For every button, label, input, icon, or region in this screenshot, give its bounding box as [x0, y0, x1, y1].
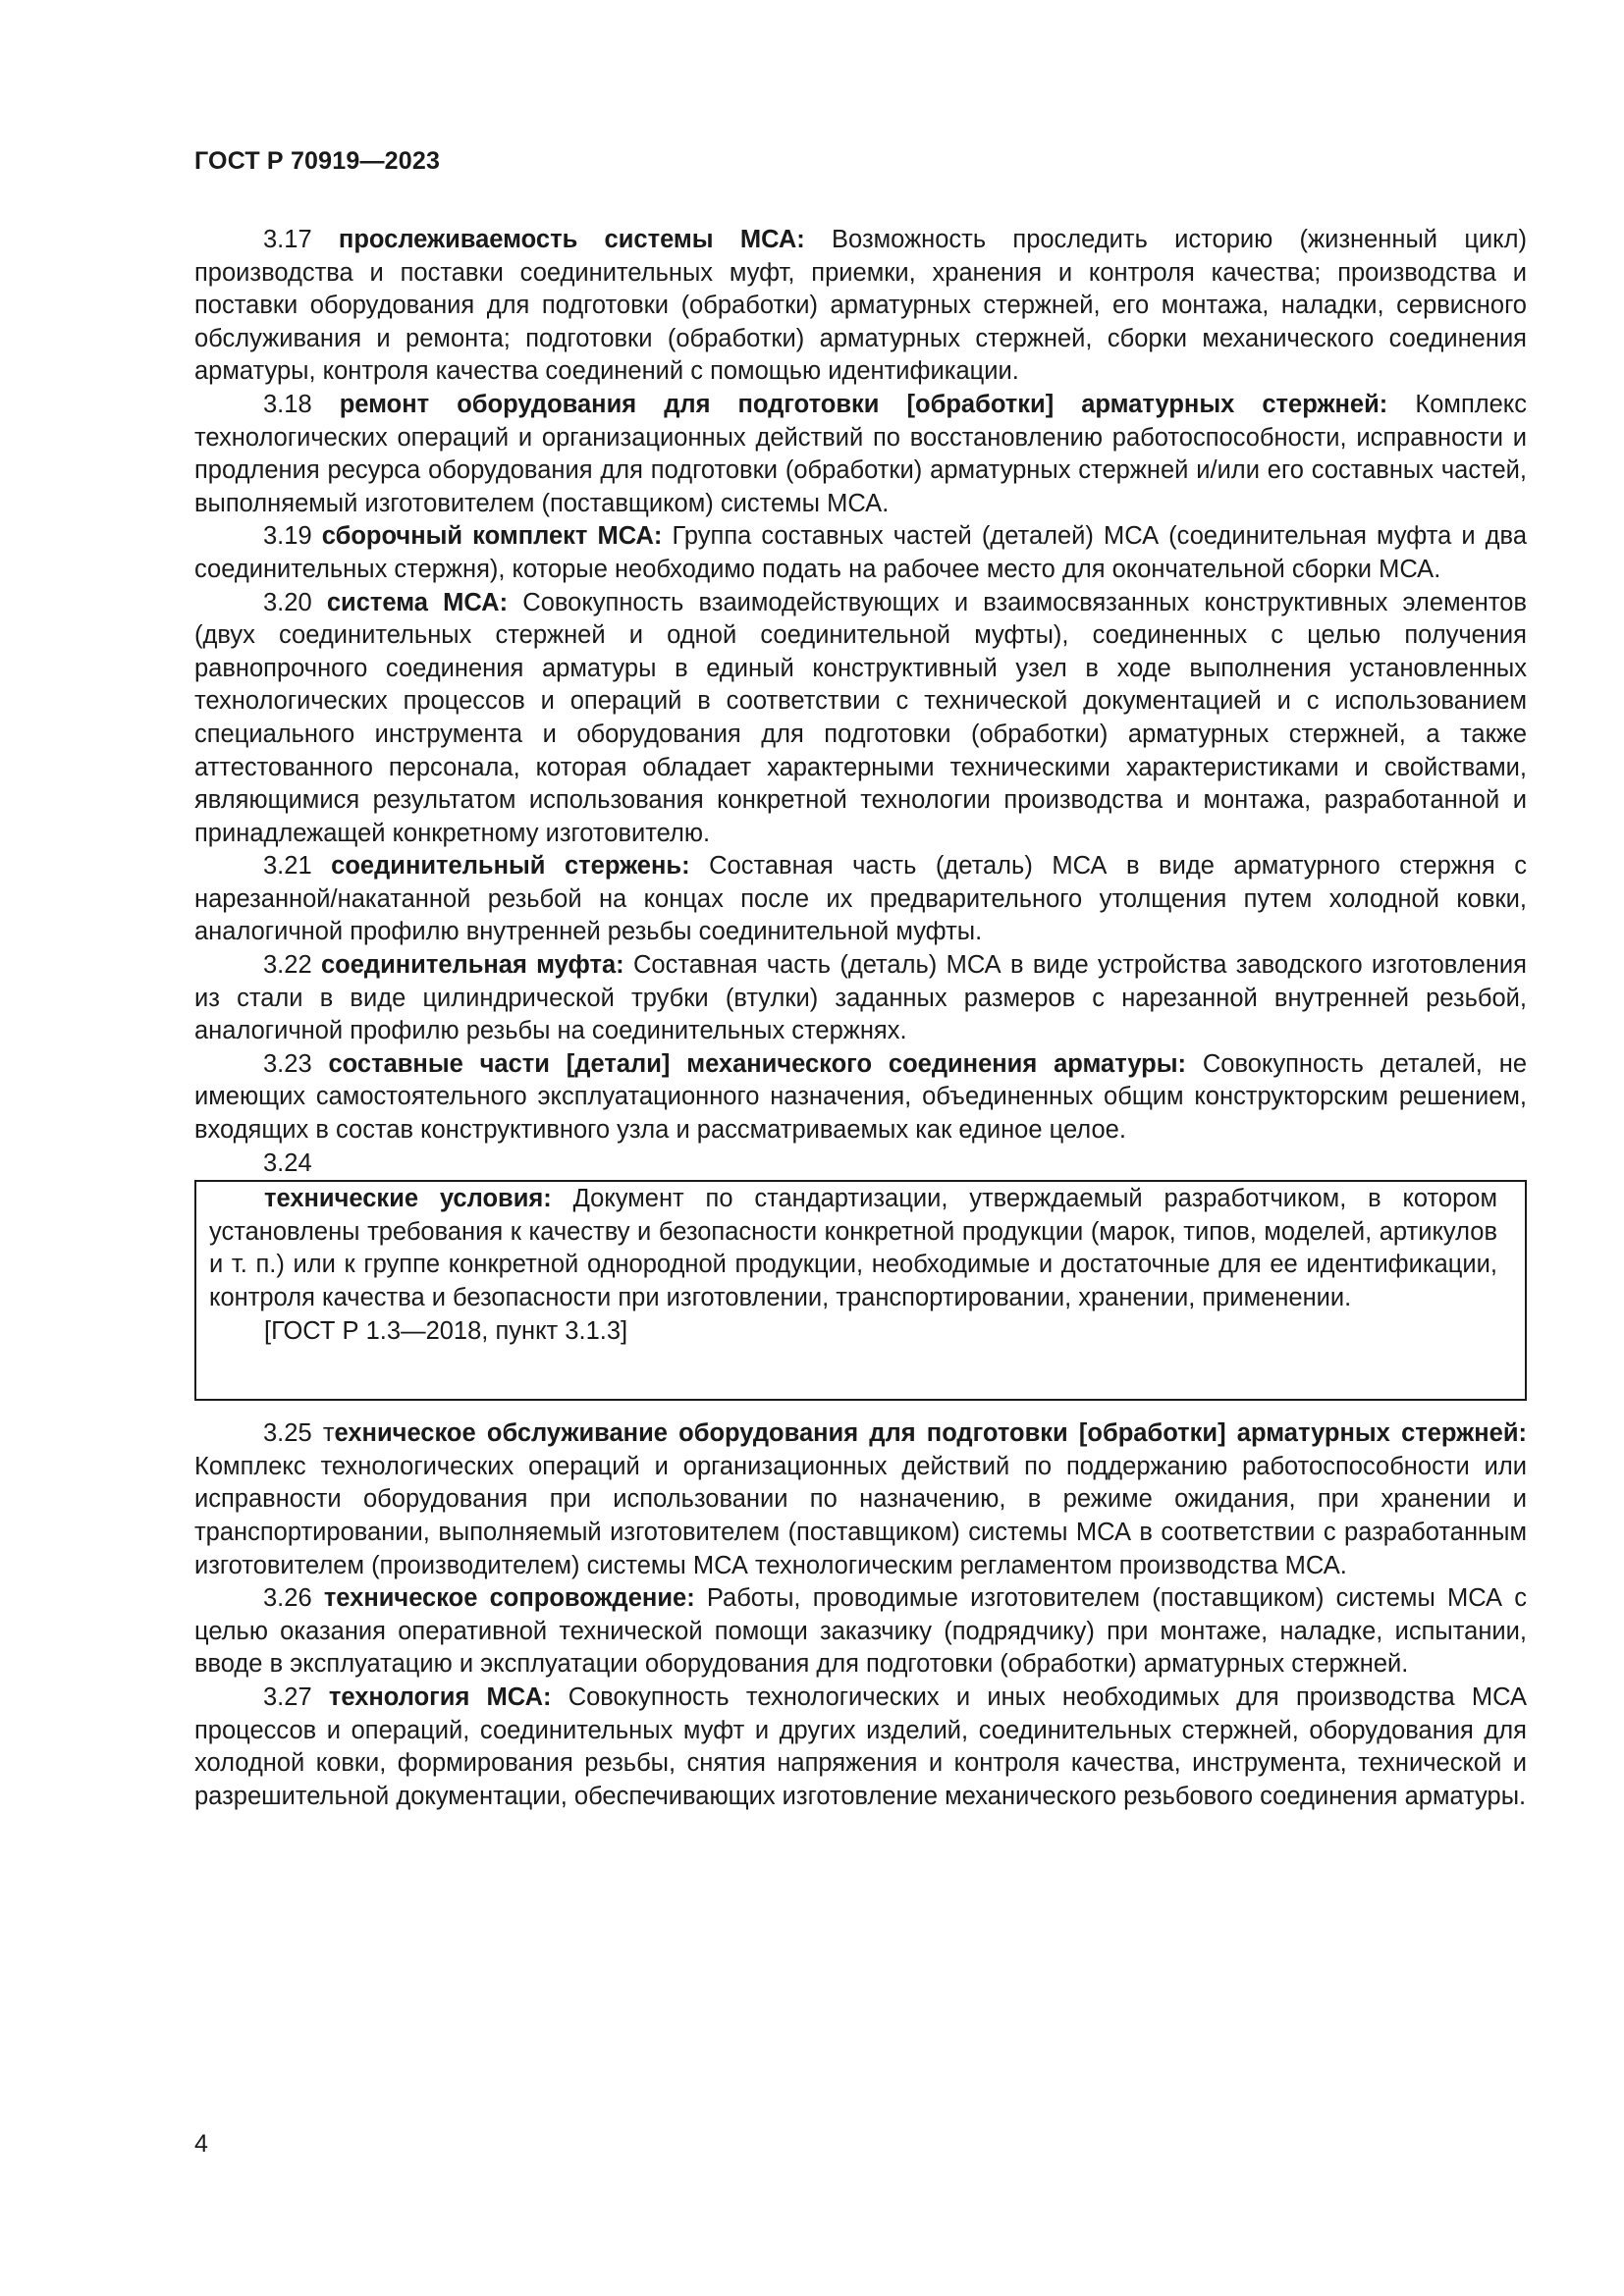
- definition-3-17: [194, 224, 1527, 389]
- definition-3-27: [194, 1682, 1527, 1813]
- definition-3-20: [194, 587, 1527, 851]
- term: система МСА:: [326, 588, 509, 616]
- definition-text: Возможность проследить историю (жизненный цикл) производства и поставки соединительных муфт, приемки, хранения и контроля качества; производства и поставки оборудования для подготовки (обработки) арматурных стержней, его монтажа, наладки, сервисного обслуживания и ремонта; подготовки (обработки) арматурных стержней, сборки механического соединения арматуры, контроля качества соединений с помощью идентификации.: [194, 226, 1527, 386]
- item-number: 3.26: [263, 1584, 312, 1613]
- definition-3-22: [194, 949, 1527, 1048]
- document-body: [194, 224, 1527, 1813]
- term: ехническое обслуживание оборудования для подготовки [обработки] арматурных стержней:: [334, 1419, 1527, 1448]
- definition-3-23: [194, 1048, 1527, 1148]
- term: прослеживаемость системы МСА:: [338, 226, 805, 253]
- item-number: 3.27: [263, 1682, 312, 1711]
- term: ремонт оборудования для подготовки [обработки] арматурных стержней:: [339, 390, 1388, 418]
- item-number: 3.21: [263, 852, 312, 881]
- document-code-header: ГОСТ Р 70919—2023: [194, 147, 441, 175]
- definition-3-18: [194, 389, 1527, 520]
- definition-3-24-number: 3.24: [263, 1148, 312, 1177]
- page-number: 4: [194, 2130, 208, 2158]
- definition-text: Группа составных частей (деталей) МСА (соединительная муфта и два соединительных стержня), которые необходимо подать на рабочее место для окончательной сборки МСА.: [194, 522, 1528, 583]
- item-number: 3.18: [263, 390, 312, 418]
- definition-text: Работы, проводимые изготовителем (поставщиком) системы МСА с целью оказания оперативной технической помощи заказчику (подрядчику) при монтаже, наладке, испытании, вводе в эксплуатацию и эксплуатации оборудования для подготовки (обработки) арматурных стержней.: [194, 1584, 1527, 1679]
- term: сборочный комплект МСА:: [321, 522, 663, 551]
- definition-3-24: [209, 1183, 1497, 1314]
- definition-text: Совокупность взаимодействующих и взаимосвязанных конструктивных элементов (двух соединительных стержней и одной соединительной муфты), соединенных с целью получения равнопрочного соединения арматуры в единый конструктивный узел в ходе выполнения установленных технологических процессов и операций в соответствии с технической документацией и с использованием специального инструмента и оборудования для подготовки (обработки) арматурных стержней, а также аттестованного персонала, которая обладает характерными техническими характеристиками и свойствами, являющимися результатом использования конкретной технологии производства и монтажа, разработанной и принадлежащей конкретному изготовителю.: [194, 588, 1527, 847]
- term: технические условия:: [264, 1185, 552, 1213]
- term: соединительный стержень:: [331, 852, 690, 881]
- definition-text: Комплекс технологических операций и организационных действий по поддержанию работоспособности или исправности оборудования при использовании по назначению, в режиме ожидания, при хранении и транспортировании, выполняемый изготовителем (поставщиком) системы МСА в соответствии с разработанным изготовителем (производителем) системы МСА технологическим регламентом производства МСА.: [194, 1452, 1527, 1579]
- definition-3-26: [194, 1582, 1527, 1682]
- item-number: 3.17: [263, 226, 312, 253]
- item-number: 3.20: [263, 588, 312, 616]
- item-number: 3.25 т: [263, 1419, 335, 1448]
- definition-text: Совокупность деталей, не имеющих самостоятельного эксплуатационного назначения, объединенных общим конструкторским решением, входящих в состав конструктивного узла и рассматриваемых как единое целое.: [194, 1049, 1527, 1145]
- item-number: 3.23: [263, 1049, 312, 1078]
- definition-text: Комплекс технологических операций и организационных действий по восстановлению работоспособности, исправности и продления ресурса оборудования для подготовки (обработки) арматурных стержней и/или его составных частей, выполняемый изготовителем (поставщиком) системы МСА.: [194, 390, 1528, 517]
- source-reference: [ГОСТ Р 1.3—2018, пункт 3.1.3]: [264, 1316, 628, 1345]
- term: составные части [детали] механического соединения арматуры:: [328, 1049, 1187, 1078]
- definition-text: Совокупность технологических и иных необходимых для производства МСА процессов и операций, соединительных муфт и других изделий, соединительных стержней, оборудования для холодной ковки, формирования резьбы, снятия напряжения и контроля качества, инструмента, технической и разрешительной документации, обеспечивающих изготовление механического резьбового соединения арматуры.: [194, 1682, 1527, 1810]
- definition-text: Составная часть (деталь) МСА в виде арматурного стержня с нарезанной/накатанной резьбой на концах после их предварительного утолщения путем холодной ковки, аналогичной профилю внутренней резьбы соединительной муфты.: [194, 852, 1527, 946]
- item-number: 3.19: [263, 522, 312, 551]
- definition-3-25: [194, 1417, 1527, 1582]
- term: техническое сопровождение:: [323, 1584, 695, 1613]
- definition-text: Документ по стандартизации, утверждаемый разработчиком, в котором установлены требования к качеству и безопасности конкретной продукции (марок, типов, моделей, артикулов и т. п.) или к группе конкретной однородной продукции, необходимые и достаточные для ее идентификации, контроля качества и безопасности при изготовлении, транспортировании, хранении, применении.: [209, 1185, 1498, 1311]
- term: технология МСА:: [328, 1682, 552, 1711]
- definition-3-21: [194, 850, 1527, 949]
- definition-3-19: [194, 520, 1527, 586]
- definition-text: Составная часть (деталь) МСА в виде устройства заводского изготовления из стали в виде цилиндрической трубки (втулки) заданных размеров с нарезанной внутренней резьбой, аналогичной профилю резьбы на соединительных стержнях.: [194, 951, 1527, 1045]
- term: соединительная муфта:: [320, 951, 624, 980]
- item-number: 3.22: [263, 951, 312, 980]
- quoted-definition-box: [194, 1180, 1527, 1401]
